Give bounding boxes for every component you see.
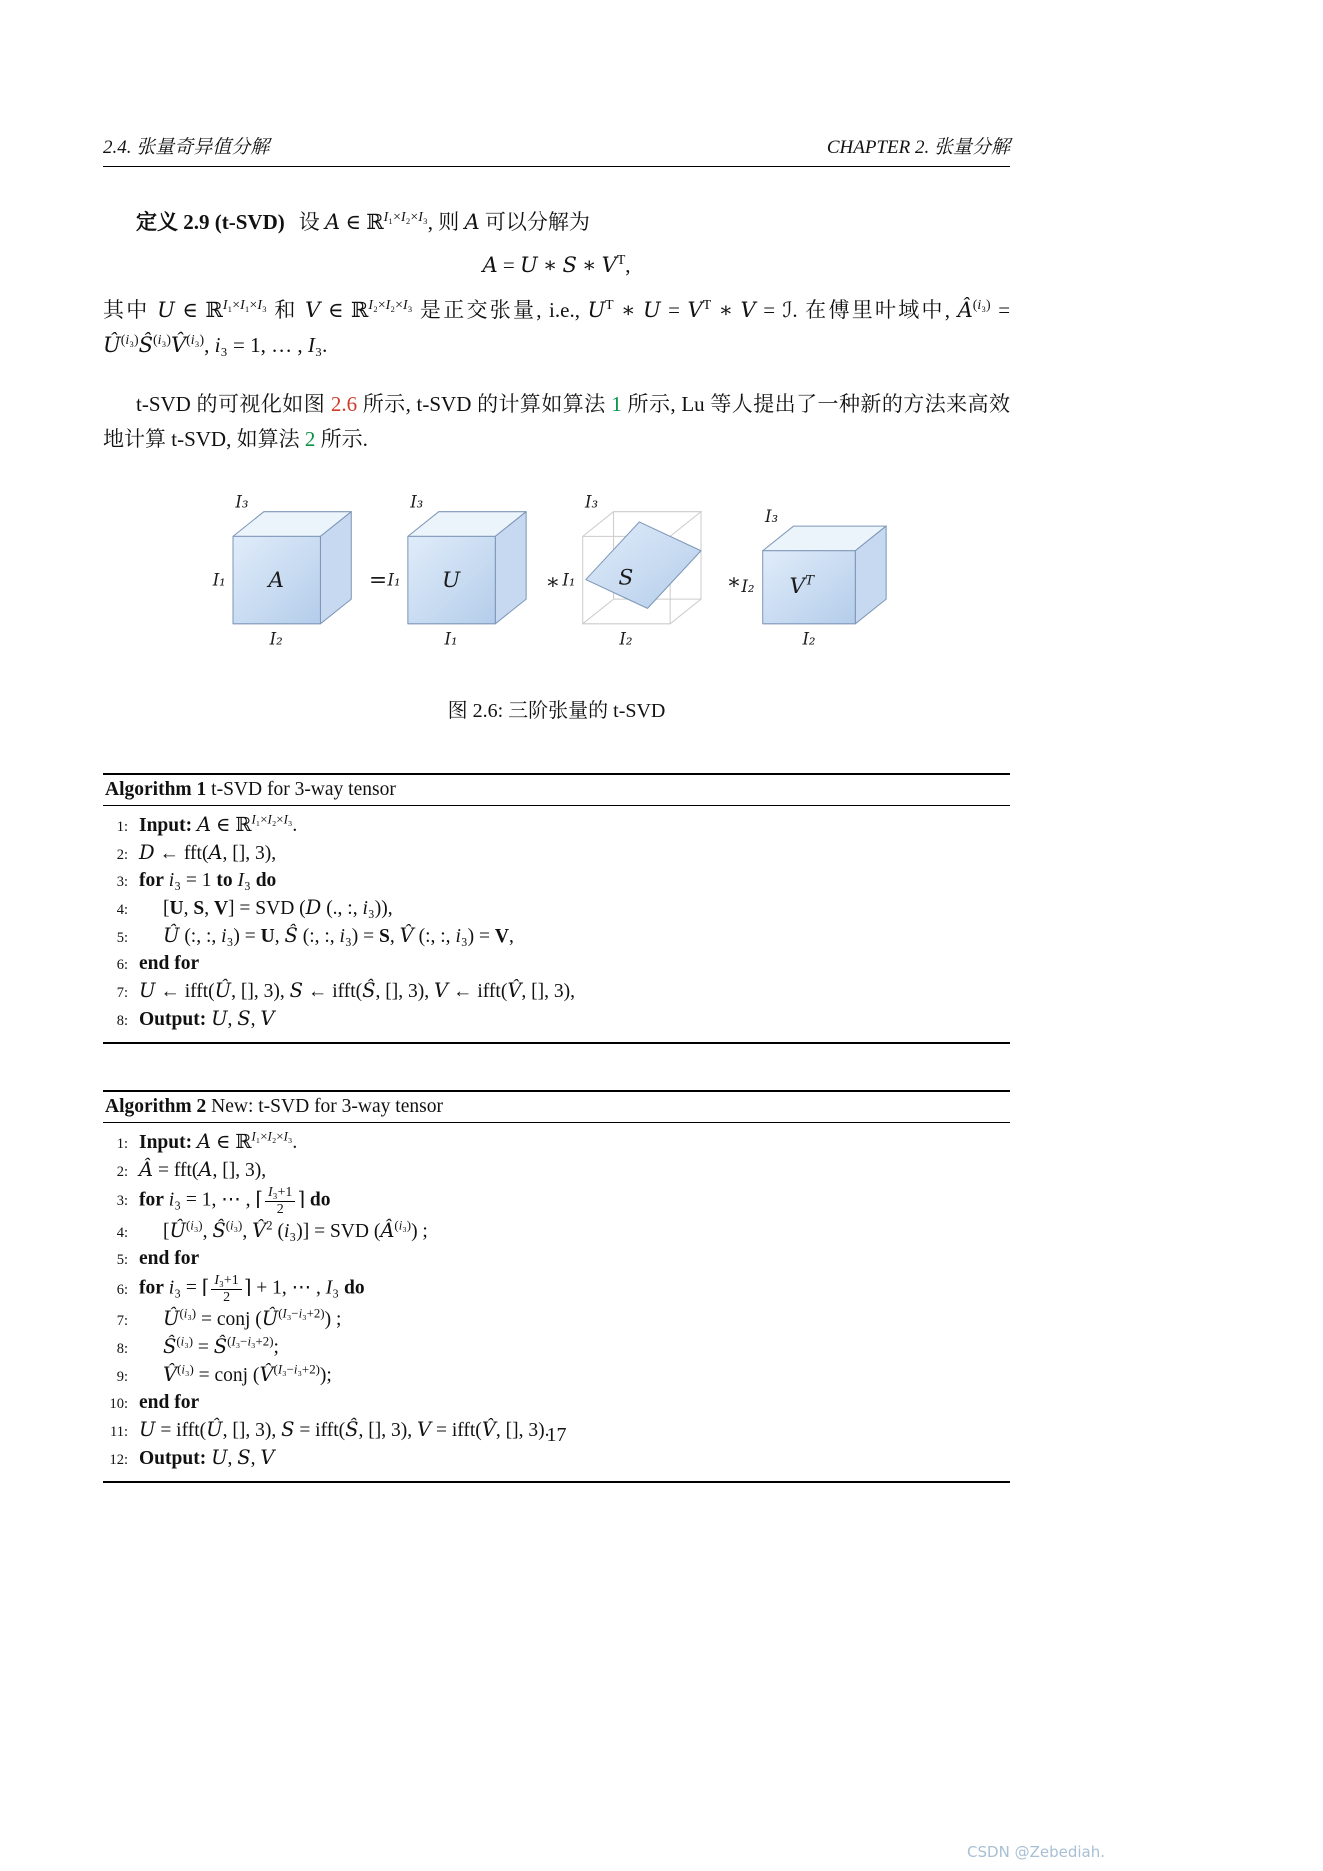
algorithm-line: 3: for i₃ = 1 to I₃ do — [116, 870, 277, 891]
algorithm-line: 7: $Û^{(i_3)}$ = conj $(Û^{(I_3-i_3+2)})$ ; — [116, 1306, 342, 1331]
algorithm-line: 8: Output: U, S, V — [116, 1007, 275, 1030]
tensor-a-i2-label: I₂ — [269, 629, 283, 649]
tensor-u-i3-label: I₃ — [409, 492, 423, 512]
figure-tsvd-diagram — [103, 487, 1010, 672]
running-header — [103, 132, 1010, 167]
algorithm-line: 4: [$Û^{(i_3)}$, $Ŝ^{(i_3)}$, V̂$^2$ (i₃)] = SVD $(Â^{(i_3)})$ ; — [116, 1218, 428, 1243]
paragraph-references: t-SVD 的可视化如图 2.6 所示, t-SVD 的计算如算法 1 所示, Lu 等人提出了一种新的方法来高效地计算 t-SVD, 如算法 2 所示. — [103, 392, 1010, 451]
algorithm-line: 2: D ← fft(A, [], 3), — [116, 841, 277, 864]
watermark: CSDN @Zebediah. — [967, 1843, 1105, 1861]
tensor-vt-i3-label: I₃ — [764, 506, 778, 526]
tensor-vt-cube — [740, 507, 886, 648]
algorithm-line: 11: U = ifft(Û, [], 3), S = ifft(Ŝ, [], 3), V = ifft(V̂, [], 3). — [110, 1418, 550, 1442]
algorithm-line: 1: Input: A ∈ ℝ$^{I_1\times I_2\times I_3}$. — [116, 812, 298, 836]
figure-caption: 图 2.6: 三阶张量的 t-SVD — [447, 700, 666, 722]
algorithm-1-label: Algorithm 1 — [105, 779, 207, 800]
tensor-u-name: U — [441, 567, 460, 593]
figure-ref-link[interactable]: 2.6 — [330, 392, 358, 416]
tensor-vt-i2-left-label: I₂ — [740, 576, 754, 596]
paragraph-orthogonality: 其中 U ∈ ℝ$^{I_1\times I_1\times I_3}$ 和 V ∈ ℝ$^{I_2\times I_2\times I_3}$ 是正交张量, i.e., $U^T$ ∗ $U = V^T$ ∗ V = ℐ. 在傅里叶域中, $Â^{(i_3)}$ = $Û^{(i_3)}Ŝ^{(i_3)}V̂^{(i_3)}$, i₃ = 1, … , I₃. — [103, 297, 1011, 357]
tensor-s-name: S — [618, 565, 633, 591]
tensor-u-bottom-label: I₁ — [444, 629, 458, 649]
header-section-title: 2.4. 张量奇异值分解 — [103, 137, 270, 158]
algorithm-line: 7: U ← ifft(Û, [], 3), S ← ifft(Ŝ, [], 3), V ← ifft(V̂, [], 3), — [116, 979, 576, 1002]
equals-operator: = — [368, 567, 387, 593]
tensor-s-i3-label: I₃ — [584, 492, 598, 512]
header-chapter-title: CHAPTER 2. 张量分解 — [826, 137, 1010, 158]
tensor-s-cube — [561, 493, 701, 649]
algorithm2-ref-link[interactable]: 2 — [304, 427, 316, 451]
algorithm-line: 3: for i₃ = 1, ⋯ , ⌈ $\frac{\text{I₃+1}}{2}$ ⌉ do — [116, 1185, 331, 1218]
algorithm-1-body — [103, 806, 1010, 1044]
page-number: 17 — [546, 1424, 567, 1446]
algorithm-line: 10: end for — [109, 1392, 200, 1414]
tensor-s-i2-label: I₂ — [618, 629, 632, 649]
definition-label: 定义 2.9 (t-SVD) — [136, 210, 285, 234]
tsvd-figure-svg — [207, 487, 907, 667]
algorithm-1-block — [103, 773, 1010, 1044]
star-operator-1: ∗ — [545, 569, 560, 595]
tensor-vt-i2-bottom-label: I₂ — [801, 629, 816, 649]
tensor-u-i1-label: I₁ — [387, 570, 401, 590]
algorithm-2-header — [103, 1090, 1010, 1123]
definition-body: 设 A ∈ ℝ$^{I_1\times I_2\times I_3}$, 则 A 可以分解为 — [298, 209, 590, 234]
tensor-vt-name: $V^T$ — [789, 573, 814, 599]
algorithm-line: 8: $Ŝ^{(i_3)}$ = $Ŝ^{(I_3-i_3+2)}$; — [116, 1334, 279, 1359]
tensor-a-name: A — [267, 567, 284, 593]
algorithm-line: 5: Û (:, :, i₃) = U, Ŝ (:, :, i₃) = S, V̂ (:, :, i₃) = V, — [116, 924, 514, 947]
tensor-a-i1-label: I₁ — [212, 570, 226, 590]
display-equation: A = U ∗ S ∗ $V^T$, — [482, 252, 631, 277]
algorithm-2-label: Algorithm 2 — [105, 1096, 207, 1117]
tensor-s-i1-label: I₁ — [561, 570, 576, 590]
tensor-u-cube — [386, 493, 526, 649]
algorithm-2-title: New: t-SVD for 3-way tensor — [211, 1096, 443, 1117]
algorithm-1-title: t-SVD for 3-way tensor — [211, 779, 396, 800]
algorithm-line: 9: V̂$^{(i_3)}$ = conj (V̂$^{(I_3-i_3+2)}$); — [116, 1362, 332, 1387]
algorithm-line: 2: Â = fft(A, [], 3), — [116, 1158, 267, 1181]
tensor-s-slab — [585, 522, 700, 608]
algorithm-line: 12: Output: U, S, V — [109, 1446, 275, 1470]
star-operator-2: ∗ — [726, 569, 741, 595]
algorithm-line: 1: Input: A ∈ ℝ$^{I_1\times I_2\times I_3}$. — [116, 1129, 298, 1153]
tensor-a-i3-label: I₃ — [234, 492, 248, 512]
algorithm-line: 6: end for — [116, 953, 200, 974]
algorithm-line: 6: for i₃ = ⌈ $\frac{\text{I₃+1}}{2}$ ⌉ + 1, ⋯ , I₃ do — [116, 1273, 365, 1306]
algorithm-line: 4: [U, S, V] = SVD (D (., :, i₃)), — [116, 896, 393, 919]
algorithm-1-header — [103, 773, 1010, 806]
algorithm-line: 5: end for — [116, 1248, 200, 1270]
algorithm1-ref-link[interactable]: 1 — [611, 392, 622, 416]
definition-paragraph — [103, 205, 1010, 240]
text-block — [103, 0, 1010, 1483]
tensor-a-cube — [211, 493, 351, 649]
